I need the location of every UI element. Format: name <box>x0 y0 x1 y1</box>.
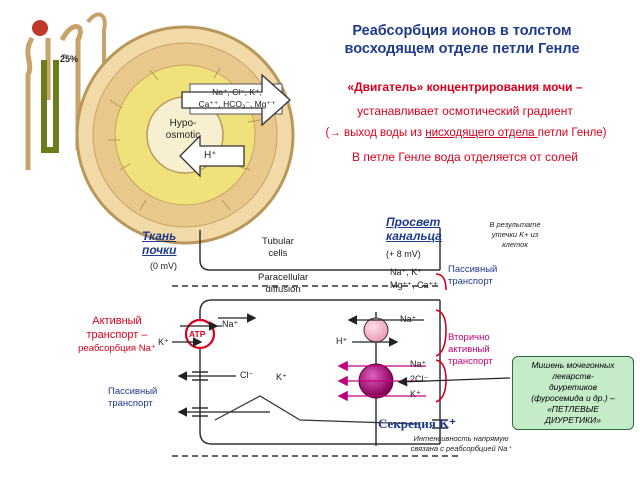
potassium-leak-note <box>480 220 550 250</box>
water-exit-suffix: петли Генле) <box>537 127 607 139</box>
water-separation-text: В петле Генле вода отделяется от солей <box>352 150 578 164</box>
secondary-transport-label <box>448 332 493 368</box>
passive-right-line-1: Пассивный <box>448 264 498 275</box>
tubular-line-2: cells <box>268 248 288 259</box>
basolateral-cl-label: Cl⁻ <box>240 370 254 380</box>
passive-left-line-2: транспорт <box>108 398 153 409</box>
atp-label: ATP <box>189 329 206 339</box>
note-line-5: «ПЕТЛЕВЫЕ <box>547 404 599 414</box>
note-line-4: (фуросемида и др.) – <box>531 393 615 403</box>
passive-right-line-2: транспорт <box>448 276 493 287</box>
passive-transport-left <box>108 386 157 410</box>
lumen-ions-label <box>192 86 282 110</box>
title-line-2: восходящем отделе петли Генле <box>344 41 580 57</box>
cotrans-2cl-label: 2Cl⁻ <box>410 374 429 384</box>
hypo-osmotic-label <box>152 118 214 142</box>
tissue-voltage: (0 mV) <box>150 261 177 271</box>
secondary-line-1: Вторично <box>448 332 490 343</box>
lumen-voltage: (+ 8 mV) <box>386 249 421 259</box>
leak-line-2: утечки K+ из <box>491 230 539 239</box>
tubular-line-1: Tubular <box>262 236 294 247</box>
potassium-secretion-label: Секреция K⁺ <box>378 416 457 431</box>
hypo-line-2: osmotic <box>165 130 201 141</box>
na-k-pump <box>172 318 254 348</box>
note-line-3: диуретиков <box>548 382 598 392</box>
paracellular-label <box>258 272 308 296</box>
paracellular-line-2: diffusion <box>265 284 301 295</box>
title-line-1: Реабсорбция ионов в толстом <box>352 23 572 39</box>
secondary-line-3: транспорт <box>448 356 493 367</box>
hypo-line-1: Hypo- <box>169 118 197 129</box>
tubular-cells-label <box>262 236 294 260</box>
nephron-percent-label: 25% <box>60 54 79 64</box>
diuretic-target-note <box>512 356 634 430</box>
intensity-note <box>396 434 526 454</box>
basolateral-arrows <box>180 376 270 412</box>
luminal-na-label: Na⁺ <box>400 314 417 324</box>
intensity-line-2: связана с реабсорбцией Na⁺ <box>410 444 512 453</box>
para-ions-line-1: Na⁺, K⁺ <box>390 267 423 277</box>
paracellular-line-1: Paracellular <box>258 272 309 283</box>
lumen-line-1: Просвет <box>386 215 441 229</box>
passive-transport-right <box>448 264 497 288</box>
water-exit-text <box>296 127 636 139</box>
lumen-label <box>386 215 442 243</box>
tissue-label <box>142 229 176 257</box>
lumen-ions-line-1: Na⁺, Cl⁻, K⁺, <box>212 87 262 97</box>
pump-na-label: Na⁺ <box>222 319 239 329</box>
paracellular-ions <box>390 266 438 292</box>
pump-k-label: K⁺ <box>158 337 169 347</box>
leak-line-1: В результате <box>489 220 541 229</box>
passive-left-line-1: Пассивный <box>108 386 158 397</box>
leak-line-3: клеток <box>502 240 528 249</box>
luminal-h-label: H⁺ <box>336 336 348 346</box>
basolateral-k-label: K⁺ <box>276 372 287 382</box>
secondary-line-2: активный <box>448 344 490 355</box>
active-line-3: реабсорбция Na⁺ <box>78 343 156 354</box>
note-line-2: лекарств- <box>552 371 594 381</box>
transport-brackets <box>436 274 446 402</box>
tissue-line-1: Ткань <box>142 229 177 243</box>
water-exit-prefix: (→ выход воды из <box>325 127 426 139</box>
cotrans-k-label: K⁺ <box>410 389 421 399</box>
water-exit-underline: нисходящего отдела <box>425 127 538 139</box>
cotrans-na-label: Na⁺ <box>410 359 427 369</box>
motor-text: «Двигатель» концентрирования мочи – <box>347 80 583 94</box>
active-line-2: транспорт – <box>86 329 148 341</box>
page-title <box>302 22 622 58</box>
tissue-line-2: почки <box>142 243 177 257</box>
h-plus-small-label: H⁺ <box>204 150 217 161</box>
note-line-6: ДИУРЕТИКИ» <box>545 415 601 425</box>
note-line-1: Мишень мочегонных <box>531 360 615 370</box>
para-ions-line-2: Mg⁺⁺, Ca⁺⁺ <box>390 280 439 290</box>
lumen-ions-line-2: Ca⁺⁺, HCO₃⁻, Mg⁺⁺ <box>198 99 276 109</box>
active-transport-label <box>62 314 172 356</box>
intensity-line-1: Интенсивность напрямую <box>413 434 509 443</box>
active-line-1: Активный <box>92 315 142 327</box>
lumen-line-2: канальца <box>386 229 442 243</box>
gradient-text: устанавливает осмотический градиент <box>357 104 573 118</box>
